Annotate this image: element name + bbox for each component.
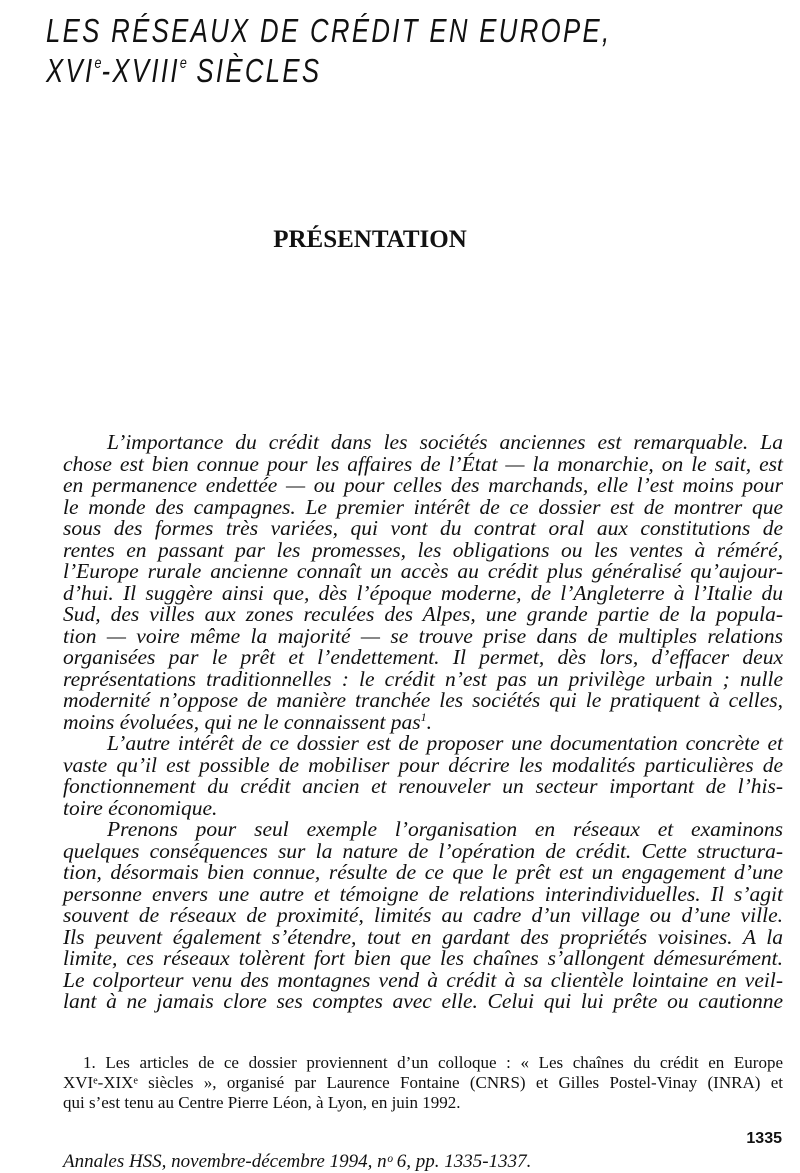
body-line (63, 776, 783, 798)
body-line-text: Prenons pour seul exemple l’organisation en réseaux et examinons (107, 817, 783, 841)
body-line-text: L’importance du crédit dans les sociétés anciennes est remarquable. La (107, 430, 783, 454)
body-line-text: lant à ne jamais clore ses comptes avec elle. Celui qui lui prête ou cautionne (63, 989, 783, 1013)
page-number: 1335 (746, 1130, 782, 1147)
body-line-text: l’Europe rurale ancienne connaît un accès au crédit plus généralisé qu’aujour- (63, 559, 783, 583)
body-line-text: fonctionnement du crédit ancien et renouveler un secteur important de l’his- (63, 774, 783, 798)
body-line (63, 518, 783, 540)
title-text: XVI (46, 52, 95, 89)
body-line-text: représentations traditionnelles : le crédit n’est pas un privilège urbain ; nulle (63, 666, 783, 691)
body-line (63, 948, 783, 970)
body-line-text: en permanence endettée — ou pour celles des marchands, elle l’est moins pour (63, 473, 783, 497)
footnote-line (63, 1053, 783, 1073)
title-text: -XVIII (101, 52, 180, 89)
body-line (63, 432, 783, 454)
body-line-text: limite, ces réseaux tolèrent fort bien que les chaînes s’allongent démesurément. (63, 946, 783, 970)
footnote-reference[interactable]: 1 (420, 709, 427, 724)
body-line-text: souvent de réseaux de proximité, limités au cadre d’un village ou d’une ville. (63, 903, 783, 927)
body-line (63, 561, 783, 583)
body-line (63, 709, 783, 734)
body-line (63, 967, 783, 992)
body-line (63, 905, 783, 927)
body-line-text: vaste qu’il est possible de mobiliser pour décrire les modalités particulières de (63, 752, 783, 777)
title-text: SIÈCLES (186, 52, 322, 89)
body-line-text: L’autre intérêt de ce dossier est de proposer une documentation concrète et (107, 731, 783, 755)
body-line (63, 537, 783, 562)
body-line-text: . (426, 709, 433, 734)
article-title-line-1: LES RÉSEAUX DE CRÉDIT EN EUROPE, (46, 12, 612, 49)
title-superscript: e (94, 55, 102, 72)
body-line (63, 752, 783, 777)
body-line-text: organisées par le prêt et l’endettement. Il permet, dès lors, d’effacer deux (63, 645, 783, 669)
body-line (63, 819, 783, 841)
body-line-text: chose est bien connue pour les affaires de l’État — la monarchie, on le sait, est (63, 451, 783, 476)
body-line-text: d’hui. Il suggère ainsi que, dès l’époque moderne, de l’Angleterre à l’Italie du (63, 580, 783, 605)
body-line (63, 494, 783, 519)
body-line-text: quelques conséquences sur la nature de l’opération de crédit. Cette structura- (63, 838, 783, 863)
body-line-text: moins évoluées, qui ne le connaissent pas (63, 709, 421, 734)
citation: Annales HSS, novembre-décembre 1994, nᵒ 6, pp. 1335-1337. (63, 1151, 532, 1172)
body-line (63, 451, 783, 476)
body-line-text: rentes en passant par les promesses, les obligations ou les ventes à réméré, (63, 537, 783, 562)
footnote-line-text: XVIᵉ-XIXᵉ siècles », organisé par Laurence Fontaine (CNRS) et Gilles Postel-Vinay (INRA) et (63, 1073, 783, 1092)
body-line-text: le monde des campagnes. Le premier intérêt de ce dossier est de montrer que (63, 494, 783, 519)
body-line (63, 795, 783, 820)
footnote-line-text: 1. Les articles de ce dossier proviennent d’un colloque : « Les chaînes du crédit en Europe (83, 1053, 783, 1072)
section-heading: PRÉSENTATION (273, 226, 467, 253)
title-superscript: e (179, 55, 187, 72)
body-line-text: sous des formes très variées, qui vont du contrat oral aux constitutions de (63, 516, 783, 540)
body-line (63, 924, 783, 949)
body-line (63, 733, 783, 755)
body-line (63, 580, 783, 605)
footnote (63, 1053, 783, 1113)
body-line (63, 991, 783, 1013)
body-line-text: modernité n’oppose de manière tranchée les sociétés qui le pratiquent à celles, (63, 688, 783, 712)
body-line-text: Ils peuvent également s’étendre, tout en gardant des propriétés voisines. A la (63, 924, 783, 949)
body-line (63, 475, 783, 497)
body-line-text: tion, désormais bien connue, résulte de ce que le prêt est un engagement d’une (63, 860, 783, 884)
footnote-line (63, 1073, 783, 1093)
footnote-line (63, 1093, 783, 1113)
body-line (63, 647, 783, 669)
body-line-text: Le colporteur venu des montagnes vend à crédit à sa clientèle lointaine en veil- (63, 967, 783, 992)
body-line (63, 862, 783, 884)
body-line (63, 666, 783, 691)
body-line-text: toire économique. (63, 795, 218, 820)
body-line-text: Sud, des villes aux zones reculées des Alpes, une grande partie de la popula- (63, 602, 783, 626)
footnote-line-text: qui s’est tenu au Centre Pierre Léon, à Lyon, en juin 1992. (63, 1093, 461, 1112)
article-title-line-2 (46, 52, 321, 90)
body-line (63, 838, 783, 863)
body-text (63, 432, 783, 1013)
body-line-text: tion — voire même la majorité — se trouve prise dans de multiples relations (63, 623, 783, 648)
body-line-text: personne envers une autre et témoigne de relations interindividuelles. Il s’agit (63, 881, 783, 906)
body-line (63, 881, 783, 906)
body-line (63, 604, 783, 626)
body-line (63, 623, 783, 648)
body-line (63, 690, 783, 712)
